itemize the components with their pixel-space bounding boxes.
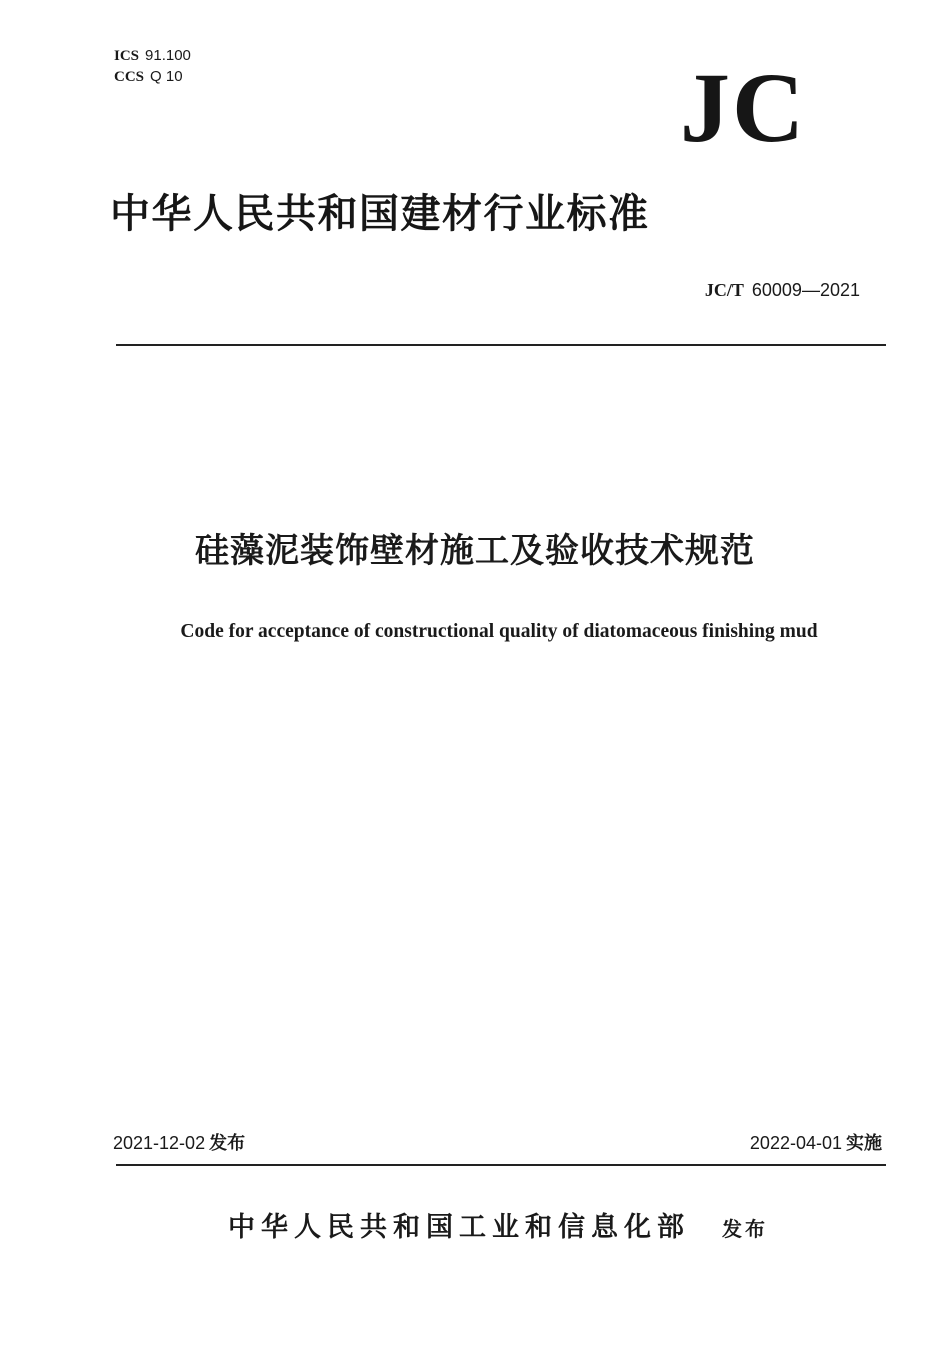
issue-label: 发布 (209, 1133, 246, 1154)
standard-code: JC/T (704, 280, 744, 300)
top-divider (116, 344, 886, 346)
ics-label: ICS (114, 48, 140, 64)
document-title-cn: 硅藻泥装饰壁材施工及验收技术规范 (195, 531, 755, 571)
publisher-name: 中华人民共和国工业和信息化部 (228, 1212, 690, 1243)
document-title-en: Code for acceptance of constructional quality of diatomaceous finishing mud (180, 621, 818, 642)
implement-label: 实施 (846, 1133, 882, 1154)
ccs-value: Q 10 (150, 68, 183, 85)
jc-logo: JC (680, 52, 807, 163)
implement-date: 2022-04-01 (749, 1133, 842, 1153)
standard-number-value: 60009—2021 (751, 280, 860, 300)
ics-value: 91.100 (145, 47, 191, 64)
industry-standard-title: 中华人民共和国建材行业标准 (110, 190, 650, 237)
implement-date-line (750, 1130, 882, 1157)
ccs-label: CCS (114, 69, 145, 85)
ics-classification (114, 46, 191, 66)
bottom-divider (116, 1164, 886, 1166)
standard-number (705, 278, 860, 303)
ccs-classification (114, 67, 183, 87)
issue-date: 2021-12-02 (113, 1133, 206, 1153)
publish-label: 发布 (722, 1217, 768, 1241)
issue-date-line (113, 1130, 245, 1157)
